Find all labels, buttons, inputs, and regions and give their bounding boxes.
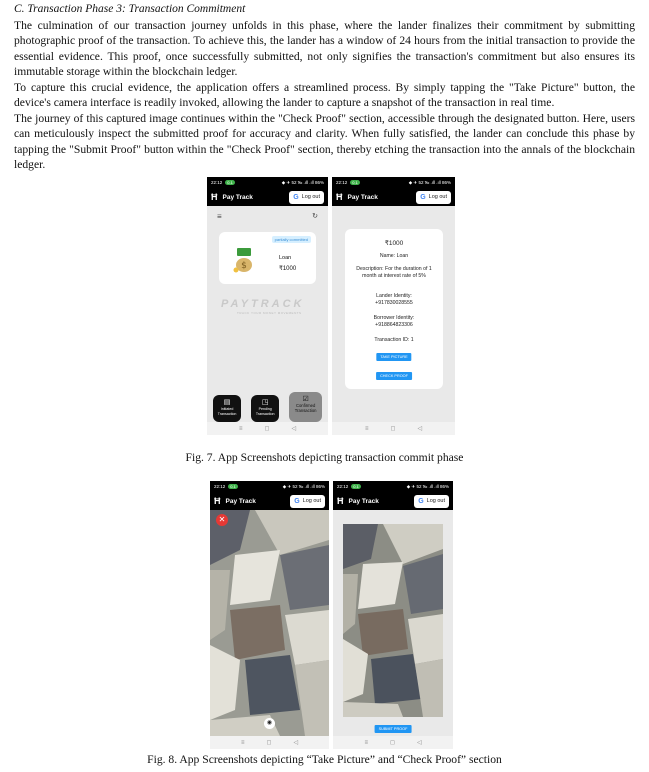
home-icon[interactable]: ◻ [266,740,272,746]
phone-camera-screen [210,481,329,749]
app-bar [210,492,329,510]
status-bar [207,177,328,188]
status-indicators: ◆ ✈ 52 ‰ .ıll .ıll 86% [406,483,449,489]
tab-label: Initiated Transaction [217,407,237,416]
back-icon[interactable]: ◁ [293,740,299,746]
logout-label: Log out [302,498,321,504]
status-bar [332,177,455,188]
recents-icon[interactable]: ≡ [240,739,245,746]
paragraph-check-proof: The journey of this captured image continues within the "Check Proof" section, accessible through the designated button. Here, users can meticulously inspect the submitted proof for accuracy and clarity. When fully satisfied, the lander can conclude this phase by tapping the "Submit Proof" button within the "Check Proof" section, thereby etching the transaction into the annals of the blockchain ledger. [14,112,635,172]
status-pill: 0.1 [230,484,236,489]
paragraph-take-picture: To capture this crucial evidence, the application offers a streamlined process. By simply tapping the "Take Picture" button, the device's camera interface is readily invoked, allowing the lander to capture a snapshot of the transaction in real time. [14,81,635,110]
logout-label: Log out [428,194,447,200]
phone-check-proof-screen [333,481,453,749]
app-title: Pay Track [347,193,378,201]
home-icon[interactable]: ◻ [264,426,270,432]
tab-confirmed-transaction[interactable] [289,392,322,422]
logout-label: Log out [426,498,445,504]
app-logo-icon: Ħ [214,496,221,506]
close-icon[interactable]: ✕ [216,514,228,526]
system-nav-bar [333,736,453,749]
paytrack-tagline: TRACK YOUR MONEY MOVEMENTS [237,311,302,315]
back-icon[interactable]: ◁ [291,426,297,432]
camera-preview[interactable] [210,510,329,736]
phone-home-screen [207,177,328,435]
app-bar [332,188,455,206]
status-pill: 0.1 [352,180,358,185]
app-logo-icon: Ħ [211,192,218,202]
app-bar [333,492,453,510]
svg-text:$: $ [241,261,247,271]
status-pill: 0.1 [353,484,359,489]
system-nav-bar [207,422,328,435]
detail-amount: ₹1000 [384,240,404,247]
paragraph-commitment: The culmination of our transaction journey unfolds in this phase, where the lander finalizes their commitment by submitting photographic proof of the transaction. To achieve this, the lander has a window of 24 hours from the initial transaction to provide the essential evidence. This proof, once successfully submitted, not only signifies the transaction's commitment but also ensures its immutable storage within the blockchain ledger. [14,19,635,79]
tab-label: Confirmed Transaction [294,403,317,413]
detail-name: Name: Loan [379,253,409,259]
checkbox-icon: ☑ [302,396,309,403]
lander-identity-label: Lander Identity: [376,293,412,299]
figure-7-caption: Fig. 7. App Screenshots depicting transaction commit phase [185,451,464,464]
tab-pending-transaction[interactable] [251,395,279,422]
status-bar [210,481,329,492]
section-heading: C. Transaction Phase 3: Transaction Commitment [14,3,246,15]
recents-icon[interactable]: ≡ [238,425,243,432]
google-icon: G [294,497,300,505]
tab-label: Pending Transaction [255,407,275,416]
menu-icon[interactable]: ≡ [217,212,222,221]
app-logo-icon: Ħ [336,192,343,202]
app-title: Pay Track [222,193,253,201]
logout-button[interactable] [416,191,451,204]
home-icon[interactable]: ◻ [390,426,396,432]
camera-preview-image [210,510,329,736]
google-icon: G [293,193,299,201]
money-bag-icon [233,247,255,273]
detail-description: Description: For the duration of 1 month at interest rate of 5% [356,266,432,279]
take-picture-button[interactable]: TAKE PICTURE [376,353,411,361]
pending-icon: ◳ [261,399,269,406]
loan-name: Loan [279,255,292,261]
figure-8-caption: Fig. 8. App Screenshots depicting “Take Picture” and “Check Proof” section [147,753,502,766]
refresh-icon[interactable]: ↻ [312,213,318,220]
home-icon[interactable]: ◻ [389,740,395,746]
status-indicators: ◆ ✈ 52 ‰ .ıll .ıll 86% [408,179,451,185]
camera-shutter-icon[interactable]: ◉ [264,718,275,729]
logout-button[interactable] [414,495,449,508]
bottom-tab-bar [213,395,322,422]
status-pill: 0.1 [227,180,233,185]
loan-amount: ₹1000 [279,266,297,272]
app-logo-icon: Ħ [337,496,344,506]
status-time: 22:12 [337,484,349,489]
google-icon: G [420,193,426,201]
logout-label: Log out [301,194,320,200]
status-indicators: ◆ ✈ 52 ‰ .ıll .ıll 86% [281,179,324,185]
system-nav-bar [210,736,329,749]
system-nav-bar [332,422,455,435]
app-title: Pay Track [225,497,256,505]
logout-button[interactable] [289,191,324,204]
back-icon[interactable]: ◁ [416,740,422,746]
app-bar [207,188,328,206]
back-icon[interactable]: ◁ [417,426,423,432]
transaction-card[interactable] [219,232,316,284]
clipboard-icon: ▤ [223,399,231,406]
borrower-identity-label: Borrower Identity: [373,315,415,321]
app-title: Pay Track [348,497,379,505]
transaction-detail-card [345,229,443,389]
check-proof-button[interactable]: CHECK PROOF [376,372,412,380]
phone-detail-screen [332,177,455,435]
status-time: 22:12 [211,180,223,185]
status-time: 22:12 [336,180,348,185]
borrower-identity-value: +918864823306 [375,322,413,328]
status-badge: partially committed [272,236,311,243]
proof-image-graphic [343,524,443,717]
google-icon: G [418,497,424,505]
status-bar [333,481,453,492]
recents-icon[interactable]: ≡ [364,739,368,746]
proof-image [343,524,443,717]
recents-icon[interactable]: ≡ [364,425,369,432]
status-indicators: ◆ ✈ 52 ‰ .ıll .ıll 86% [282,483,325,489]
status-time: 22:12 [214,484,226,489]
transaction-id: Transaction ID: 1 [374,337,414,343]
submit-proof-button[interactable]: SUBMIT PROOF [375,725,412,733]
lander-identity-value: +917830028555 [375,300,413,306]
paytrack-logo: PAYTRACK [221,298,305,310]
tab-initiated-transaction[interactable] [213,395,241,422]
logout-button[interactable] [290,495,325,508]
